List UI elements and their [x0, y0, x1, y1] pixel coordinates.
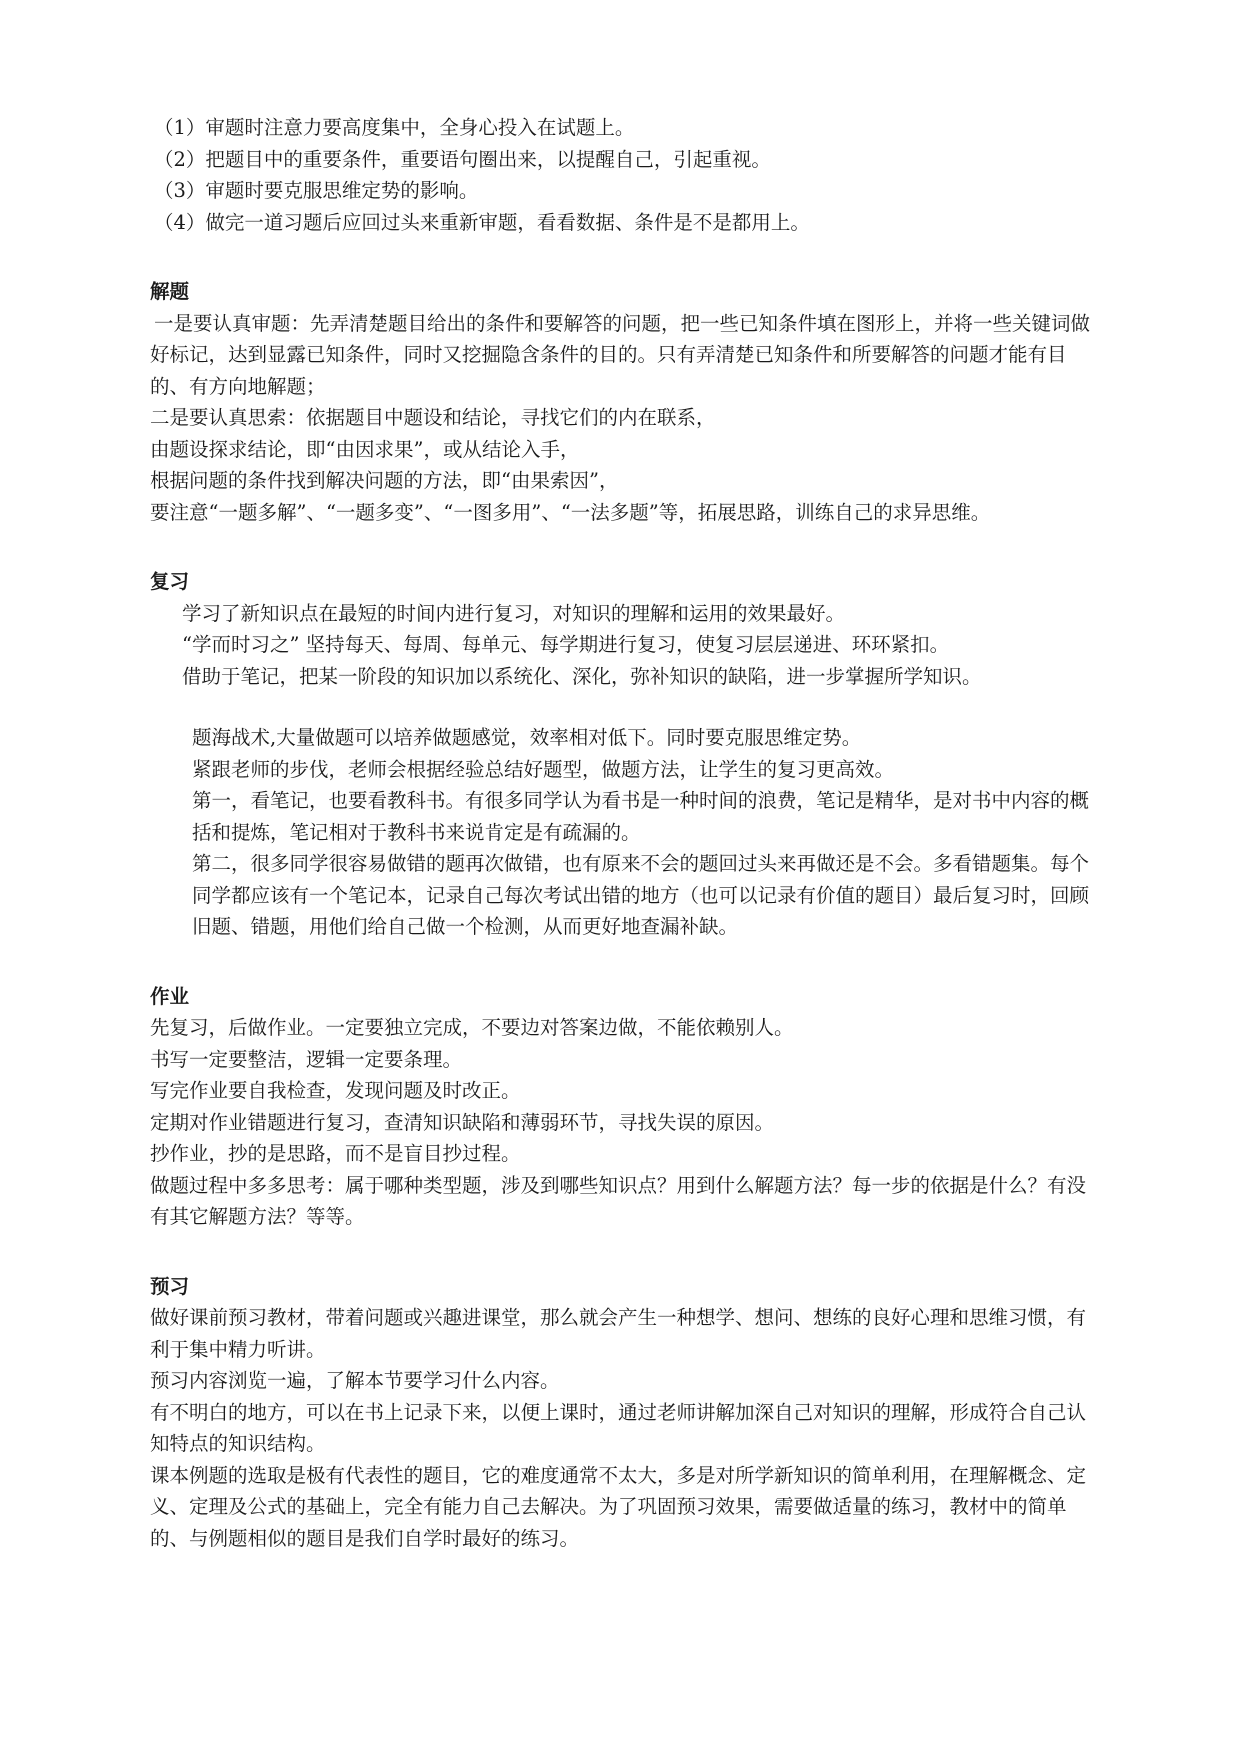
paragraph: 做题过程中多多思考：属于哪种类型题，涉及到哪些知识点？用到什么解题方法？每一步的依据是什么？有没有其它解题方法？等等。	[150, 1173, 1087, 1228]
section-heading: 预习	[150, 1274, 190, 1298]
paragraph: 做好课前预习教材，带着问题或兴趣进课堂，那么就会产生一种想学、想问、想练的良好心理和思维习惯，有利于集中精力听讲。	[150, 1306, 1087, 1361]
paragraph: 有不明白的地方，可以在书上记录下来，以便上课时，通过老师讲解加深自己对知识的理解，形成符合自己认知特点的知识结构。	[150, 1400, 1087, 1455]
section-body-tips	[150, 722, 1100, 943]
section-heading: 作业	[150, 984, 190, 1008]
section-fuxi	[150, 566, 1100, 943]
paragraph: 书写一定要整洁，逻辑一定要条理。	[150, 1047, 463, 1071]
paragraph: 借助于笔记，把某一阶段的知识加以系统化、深化，弥补知识的缺陷，进一步掌握所学知识。	[182, 664, 982, 688]
paragraph: 定期对作业错题进行复习，查清知识缺陷和薄弱环节，寻找失误的原因。	[150, 1110, 775, 1134]
section-body	[150, 1302, 1100, 1554]
paragraph: 题海战术,大量做题可以培养做题感觉，效率相对低下。同时要克服思维定势。	[192, 726, 862, 749]
list-item: （4）做完一道习题后应回过头来重新审题，看看数据、条件是不是都用上。	[154, 210, 810, 234]
paragraph: 写完作业要自我检查，发现问题及时改正。	[150, 1079, 521, 1102]
paragraph: 课本例题的选取是极有代表性的题目，它的难度通常不太大，多是对所学新知识的简单利用，在理解概念、定义、定理及公式的基础上，完全有能力自己去解决。为了巩固预习效果，需要做适量的练习，教材中的简单的、与例题相似的题目是我们自学时最好的练习。	[150, 1463, 1087, 1550]
paragraph: 第二，很多同学很容易做错的题再次做错，也有原来不会的题回过头来再做还是不会。多看错题集。每个同学都应该有一个笔记本，记录自己每次考试出错的地方（也可以记录有价值的题目）最后复习时，回顾旧题、错题，用他们给自己做一个检测，从而更好地查漏补缺。	[192, 852, 1090, 938]
section-body	[150, 308, 1100, 529]
paragraph: 学习了新知识点在最短的时间内进行复习，对知识的理解和运用的效果最好。	[182, 601, 846, 625]
section-body	[150, 598, 1100, 693]
list-item: （2）把题目中的重要条件，重要语句圈出来，以提醒自己，引起重视。	[154, 147, 771, 171]
paragraph: “学而时习之” 坚持每天、每周、每单元、每学期进行复习，使复习层层递进、环环紧扣。	[182, 633, 950, 656]
paragraph: 根据问题的条件找到解决问题的方法，即“由果索因”，	[150, 469, 619, 492]
paragraph: 抄作业，抄的是思路，而不是盲目抄过程。	[150, 1142, 521, 1165]
paragraph: 二是要认真思索：依据题目中题设和结论，寻找它们的内在联系，	[150, 406, 716, 429]
paragraph: 由题设探求结论，即“由因求果”，或从结论入手，	[150, 437, 580, 461]
section-body	[150, 1012, 1100, 1233]
paragraph: 一是要认真审题：先弄清楚题目给出的条件和要解答的问题，把一些已知条件填在图形上，并将一些关键词做好标记，达到显露已知条件，同时又挖掘隐含条件的目的。只有弄清楚已知条件和所要解答的问题才能有目的、有方向地解题；	[150, 311, 1091, 398]
section-yuxi	[150, 1271, 1100, 1555]
paragraph: 先复习，后做作业。一定要独立完成，不要边对答案边做，不能依赖别人。	[150, 1016, 794, 1039]
paragraph: 要注意“一题多解”、“一题多变”、“一图多用”、“一法多题”等，拓展思路，训练自己的求异思维。	[150, 500, 991, 524]
list-item: （1）审题时注意力要高度集中，全身心投入在试题上。	[154, 116, 635, 139]
section-heading: 复习	[150, 570, 190, 593]
section-jieti	[150, 276, 1100, 528]
intro-list	[150, 112, 1100, 238]
paragraph: 预习内容浏览一遍，了解本节要学习什么内容。	[150, 1369, 560, 1392]
section-zuoye	[150, 981, 1100, 1233]
list-item: （3）审题时要克服思维定势的影响。	[154, 179, 479, 202]
document-page	[150, 112, 1100, 1554]
paragraph: 紧跟老师的步伐，老师会根据经验总结好题型，做题方法，让学生的复习更高效。	[192, 757, 895, 781]
paragraph: 第一，看笔记，也要看教科书。有很多同学认为看书是一种时间的浪费，笔记是精华，是对书中内容的概括和提炼，笔记相对于教科书来说肯定是有疏漏的。	[192, 789, 1090, 844]
section-heading: 解题	[150, 280, 190, 303]
